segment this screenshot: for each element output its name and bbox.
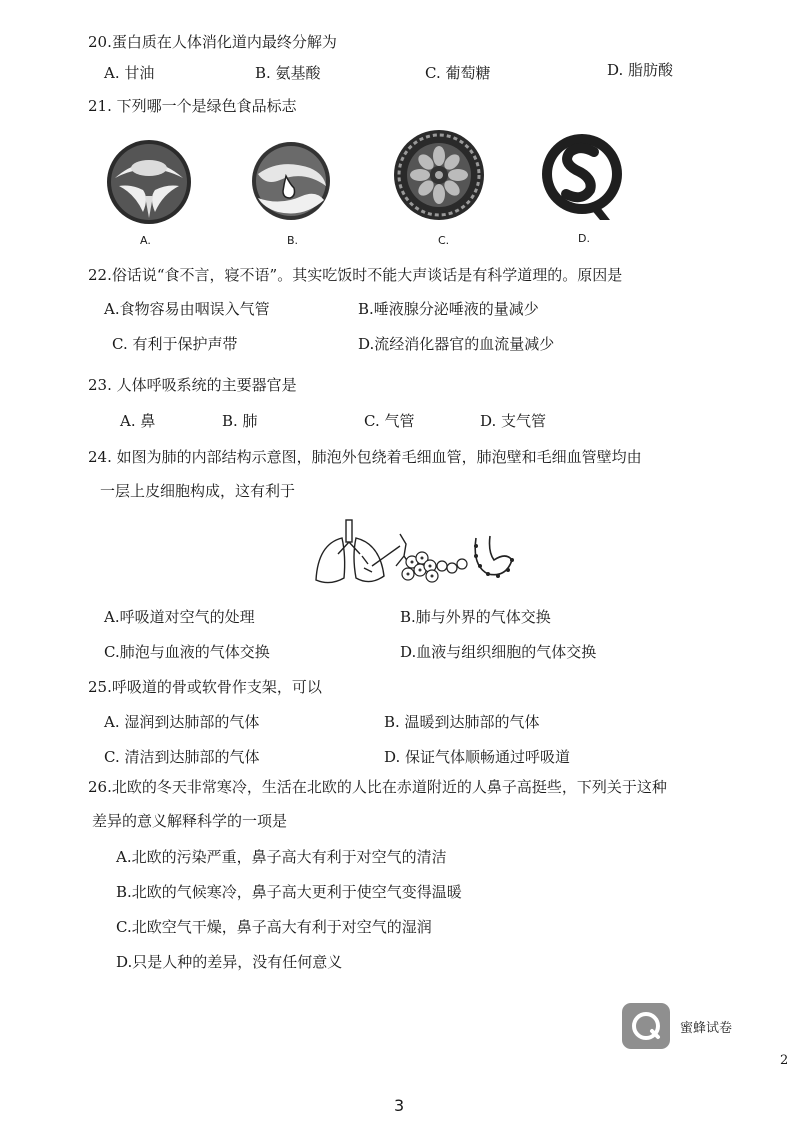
q20-option-d: D. 脂肪酸: [607, 61, 674, 79]
q26-option-d: D.只是人种的差异，没有任何意义: [116, 953, 343, 971]
watermark-logo: [622, 1003, 670, 1049]
q20-option-a: A. 甘油: [104, 64, 155, 82]
q21-label-d: D.: [578, 232, 590, 245]
flower-medallion-logo-c: [392, 128, 486, 222]
side-number: 2: [780, 1053, 789, 1068]
q22-option-a: A.食物容易由咽误入气管: [104, 300, 270, 318]
q26-stem-line2: 差异的意义解释科学的一项是: [92, 812, 288, 830]
q22-option-c: C. 有利于保护声带: [112, 335, 238, 353]
q20-stem: 20.蛋白质在人体消化道内最终分解为: [88, 33, 337, 51]
q24-option-d: D.血液与组织细胞的气体交换: [400, 643, 597, 661]
q20-option-b: B. 氨基酸: [255, 64, 321, 82]
q25-option-a: A. 湿润到达肺部的气体: [104, 713, 260, 731]
bee-logo-icon: [622, 1003, 670, 1049]
water-drop-logo-b: [250, 140, 332, 222]
q24-stem-line2: 一层上皮细胞构成，这有利于: [100, 482, 296, 500]
q22-option-d: D.流经消化器官的血流量减少: [358, 335, 555, 353]
q24-option-c: C.肺泡与血液的气体交换: [104, 643, 270, 661]
q21-stem: 21. 下列哪一个是绿色食品标志: [88, 97, 297, 115]
q24-option-a: A.呼吸道对空气的处理: [104, 608, 255, 626]
q25-option-c: C. 清洁到达肺部的气体: [104, 748, 260, 766]
q21-label-b: B.: [287, 234, 299, 247]
lung-structure-diagram: [312, 516, 522, 588]
q25-option-d: D. 保证气体顺畅通过呼吸道: [384, 748, 571, 766]
q22-stem: 22.俗话说“食不言，寝不语”。其实吃饭时不能大声谈话是有科学道理的。原因是: [88, 266, 623, 284]
q23-option-d: D. 支气管: [480, 412, 547, 430]
q26-option-c: C.北欧空气干燥，鼻子高大有利于对空气的湿润: [116, 918, 432, 936]
q21-label-a: A.: [140, 234, 151, 247]
q25-option-b: B. 温暖到达肺部的气体: [384, 713, 540, 731]
q22-option-b: B.唾液腺分泌唾液的量减少: [358, 300, 539, 318]
q20-option-c: C. 葡萄糖: [425, 64, 491, 82]
q23-option-c: C. 气管: [364, 412, 415, 430]
q26-option-b: B.北欧的气候寒冷，鼻子高大更利于使空气变得温暖: [116, 883, 462, 901]
q24-option-b: B.肺与外界的气体交换: [400, 608, 551, 626]
q23-option-b: B. 肺: [222, 412, 258, 430]
q26-stem-line1: 26.北欧的冬天非常寒冷，生活在北欧的人比在赤道附近的人鼻子高挺些，下列关于这种: [88, 778, 667, 796]
q24-stem-line1: 24. 如图为肺的内部结构示意图，肺泡外包绕着毛细血管，肺泡壁和毛细血管壁均由: [88, 448, 642, 466]
q23-stem: 23. 人体呼吸系统的主要器官是: [88, 376, 297, 394]
q21-label-c: C.: [438, 234, 450, 247]
sq-emblem-logo-d: [540, 128, 624, 226]
page-number: 3: [394, 1096, 405, 1115]
q23-option-a: A. 鼻: [120, 412, 156, 430]
q25-stem: 25.呼吸道的骨或软骨作支架，可以: [88, 678, 322, 696]
watermark-text: 蜜蜂试卷: [680, 1021, 733, 1036]
green-food-logo-a: [105, 138, 193, 226]
q26-option-a: A.北欧的污染严重，鼻子高大有利于对空气的清洁: [116, 848, 447, 866]
